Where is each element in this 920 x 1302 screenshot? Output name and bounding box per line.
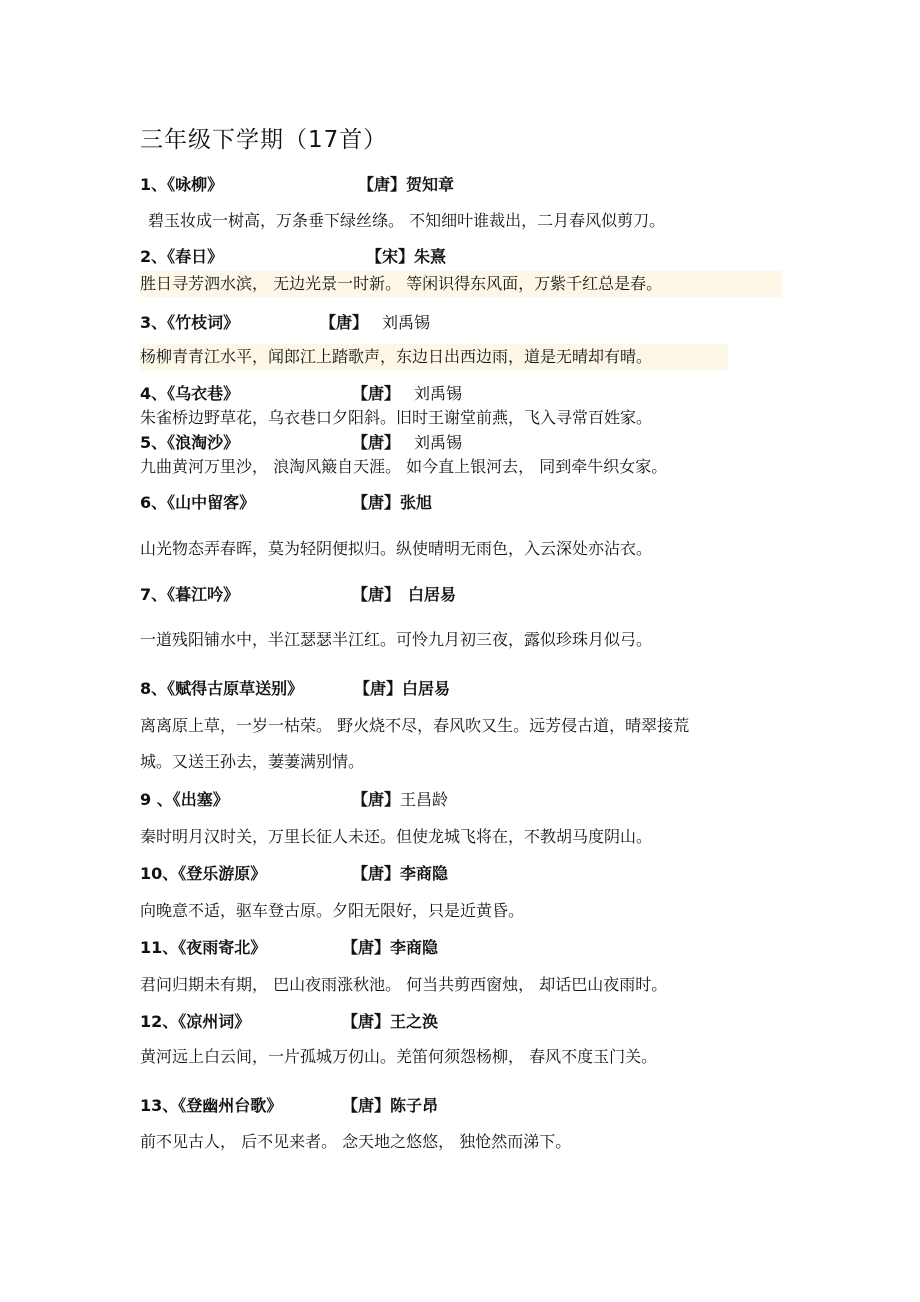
dynasty-label: 【唐】 (352, 790, 401, 809)
poem-author (342, 1095, 438, 1117)
poem-author (320, 312, 430, 334)
poem-number-title: 8、《赋得古原草送别》 (140, 679, 304, 698)
poem-line: 朱雀桥边野草花，乌衣巷口夕阳斜。旧时王谢堂前燕，飞入寻常百姓家。 (140, 408, 653, 427)
author-name: 白居易 (408, 585, 457, 604)
poem-author (342, 937, 438, 959)
poem-number-title: 4、《乌衣巷》 (140, 384, 240, 403)
poem-number-title: 9 、《出塞》 (140, 790, 229, 809)
poem-line: 离离原上草，一岁一枯荣。 野火烧不尽，春风吹又生。远芳侵古道，晴翠接荒 (140, 716, 690, 735)
dynasty-label: 【唐】 (352, 493, 401, 512)
poem-line: 秦时明月汉时关，万里长征人未还。但使龙城飞将在，不教胡马度阴山。 (140, 827, 653, 846)
dynasty-label: 【唐】 (320, 313, 369, 332)
poem-author (358, 174, 454, 196)
poem-author (354, 678, 450, 700)
poem-author (352, 584, 456, 606)
dynasty-label: 【唐】 (352, 384, 401, 403)
dynasty-label: 【唐】 (342, 938, 391, 957)
author-name: 王之涣 (390, 1012, 439, 1031)
poem-number-title: 3、《竹枝词》 (140, 313, 240, 332)
author-name: 刘禹锡 (414, 384, 463, 403)
poem-number-title: 1、《咏柳》 (140, 175, 224, 194)
author-name: 贺知章 (406, 175, 455, 194)
poem-number-title: 7、《暮江吟》 (140, 585, 240, 604)
dynasty-label: 【唐】 (354, 679, 403, 698)
dynasty-label: 【唐】 (352, 585, 401, 604)
author-name: 白居易 (402, 679, 451, 698)
poem-line: 君问归期未有期， 巴山夜雨涨秋池。 何当共剪西窗烛， 却话巴山夜雨时。 (140, 975, 668, 994)
poem-author (352, 789, 448, 811)
author-name: 刘禹锡 (414, 433, 463, 452)
poem-line: 城。又送王孙去，萋萋满别情。 (140, 752, 365, 771)
poem-number-title: 6、《山中留客》 (140, 493, 256, 512)
poem-number-title: 2、《春日》 (140, 247, 224, 266)
poem-number-title: 10、《登乐游原》 (140, 864, 267, 883)
poem-author (352, 863, 448, 885)
author-name: 李商隐 (400, 864, 449, 883)
author-name: 李商隐 (390, 938, 439, 957)
poem-author (342, 1011, 438, 1033)
poem-number-title: 5、《浪淘沙》 (140, 433, 240, 452)
author-name: 陈子昂 (390, 1096, 439, 1115)
poem-number-title: 11、《夜雨寄北》 (140, 938, 267, 957)
poem-line: 胜日寻芳泗水滨， 无边光景一时新。 等闲识得东风面，万紫千红总是春。 (140, 271, 782, 297)
poem-line: 九曲黄河万里沙， 浪淘风簸自天涯。 如今直上银河去， 同到牵牛织女家。 (140, 457, 668, 476)
poem-author (352, 492, 432, 514)
poem-line: 向晚意不适，驱车登古原。夕阳无限好，只是近黄昏。 (140, 901, 525, 920)
dynasty-label: 【唐】 (342, 1096, 391, 1115)
poem-author (366, 246, 446, 268)
dynasty-label: 【宋】 (366, 247, 415, 266)
poem-number-title: 12、《凉州词》 (140, 1012, 251, 1031)
page-title: 三年级下学期（17首） (140, 127, 388, 153)
author-name: 朱熹 (414, 247, 447, 266)
poem-author (352, 383, 462, 405)
dynasty-label: 【唐】 (358, 175, 407, 194)
poem-number-title: 13、《登幽州台歌》 (140, 1096, 283, 1115)
poem-line: 前不见古人， 后不见来者。 念天地之悠悠， 独怆然而涕下。 (140, 1132, 572, 1151)
poem-author (352, 432, 462, 454)
poem-line: 一道残阳铺水中，半江瑟瑟半江红。可怜九月初三夜，露似珍珠月似弓。 (140, 630, 653, 649)
poem-line: 碧玉妆成一树高，万条垂下绿丝绦。 不知细叶谁裁出，二月春风似剪刀。 (148, 211, 666, 230)
dynasty-label: 【唐】 (352, 433, 401, 452)
dynasty-label: 【唐】 (342, 1012, 391, 1031)
author-name: 刘禹锡 (382, 313, 431, 332)
poem-line: 山光物态弄春晖，莫为轻阴便拟归。纵使晴明无雨色，入云深处亦沾衣。 (140, 539, 653, 558)
author-name: 王昌龄 (400, 790, 449, 809)
dynasty-label: 【唐】 (352, 864, 401, 883)
poem-line: 杨柳青青江水平，闻郎江上踏歌声，东边日出西边雨，道是无晴却有晴。 (140, 344, 728, 370)
poem-line: 黄河远上白云间，一片孤城万仞山。羌笛何须怨杨柳， 春风不度玉门关。 (140, 1047, 658, 1066)
author-name: 张旭 (400, 493, 433, 512)
